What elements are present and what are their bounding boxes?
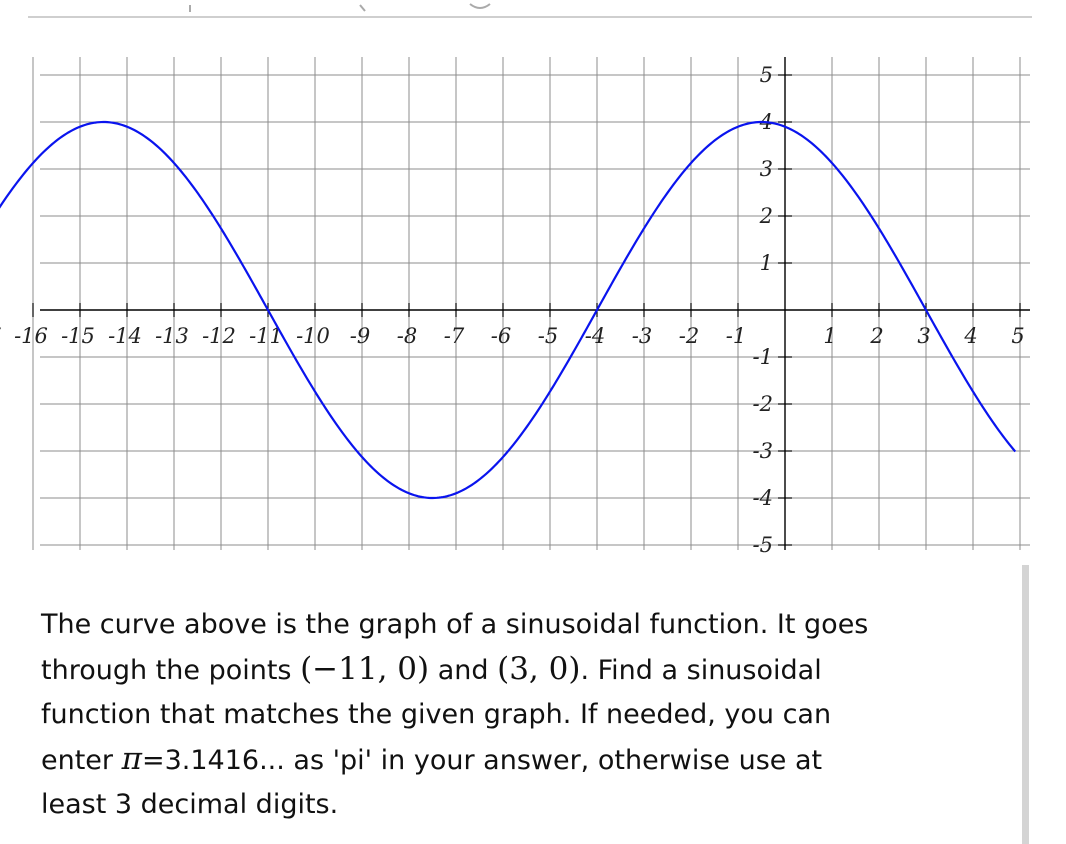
question-line-2 [41, 647, 1016, 693]
x-tick-label: 3 [917, 324, 931, 348]
x-tick-label: -7 [443, 324, 465, 348]
x-tick-label: -6 [490, 324, 512, 348]
x-tick-label: -5 [537, 324, 559, 348]
y-tick-label: 3 [759, 157, 773, 181]
y-tick-label: -2 [752, 392, 773, 416]
question-find-text: . Find a sinusoidal [580, 655, 822, 686]
x-tick-label: 5 [1011, 324, 1025, 348]
question-through-text: through the points [41, 655, 301, 686]
x-tick-label: -12 [202, 324, 236, 348]
y-tick-label: 4 [759, 110, 773, 134]
x-tick-label [0, 324, 2, 348]
x-tick-label: 1 [823, 324, 837, 348]
x-tick-label: -14 [108, 324, 142, 348]
x-tick-label: -15 [61, 324, 95, 348]
x-tick-label: -16 [14, 324, 48, 348]
x-tick-label: -2 [678, 324, 700, 348]
x-tick-label: -10 [296, 324, 330, 348]
x-tick-label: -11 [249, 324, 283, 348]
question-line-4 [41, 737, 1016, 783]
y-tick-label: 5 [759, 63, 773, 87]
question-enter-text: enter [41, 745, 122, 776]
y-tick-label: -5 [752, 533, 773, 557]
y-tick-label: -1 [752, 345, 773, 369]
question-and-text: and [429, 655, 498, 686]
grid-lines [0, 57, 1030, 550]
point-2: (3, 0) [497, 651, 581, 687]
x-tick-label: 4 [964, 324, 978, 348]
point-1: (−11, 0) [300, 651, 430, 687]
y-tick-label: -4 [752, 486, 773, 510]
y-tick-label: 2 [759, 204, 773, 228]
question-pi-value: =3.1416... as 'pi' in your answer, otherwise use at [141, 745, 823, 776]
x-tick-label: -13 [155, 324, 189, 348]
question-line-1: The curve above is the graph of a sinusoidal function. It goes [41, 609, 869, 640]
scrollbar[interactable] [1022, 565, 1029, 844]
x-tick-label: -3 [631, 324, 653, 348]
y-tick-label: -3 [752, 439, 773, 463]
question-line-3: function that matches the given graph. If needed, you can [41, 699, 832, 730]
x-tick-label: -1 [725, 324, 747, 348]
axes [40, 57, 1030, 550]
question-line-5: least 3 decimal digits. [41, 789, 339, 820]
y-tick-label: 1 [759, 251, 773, 275]
x-tick-label: -9 [349, 324, 371, 348]
question-text [41, 603, 1016, 827]
x-tick-label: -4 [584, 324, 606, 348]
x-tick-label: 2 [870, 324, 884, 348]
x-tick-label: -8 [396, 324, 418, 348]
pi-symbol: π [121, 741, 142, 777]
